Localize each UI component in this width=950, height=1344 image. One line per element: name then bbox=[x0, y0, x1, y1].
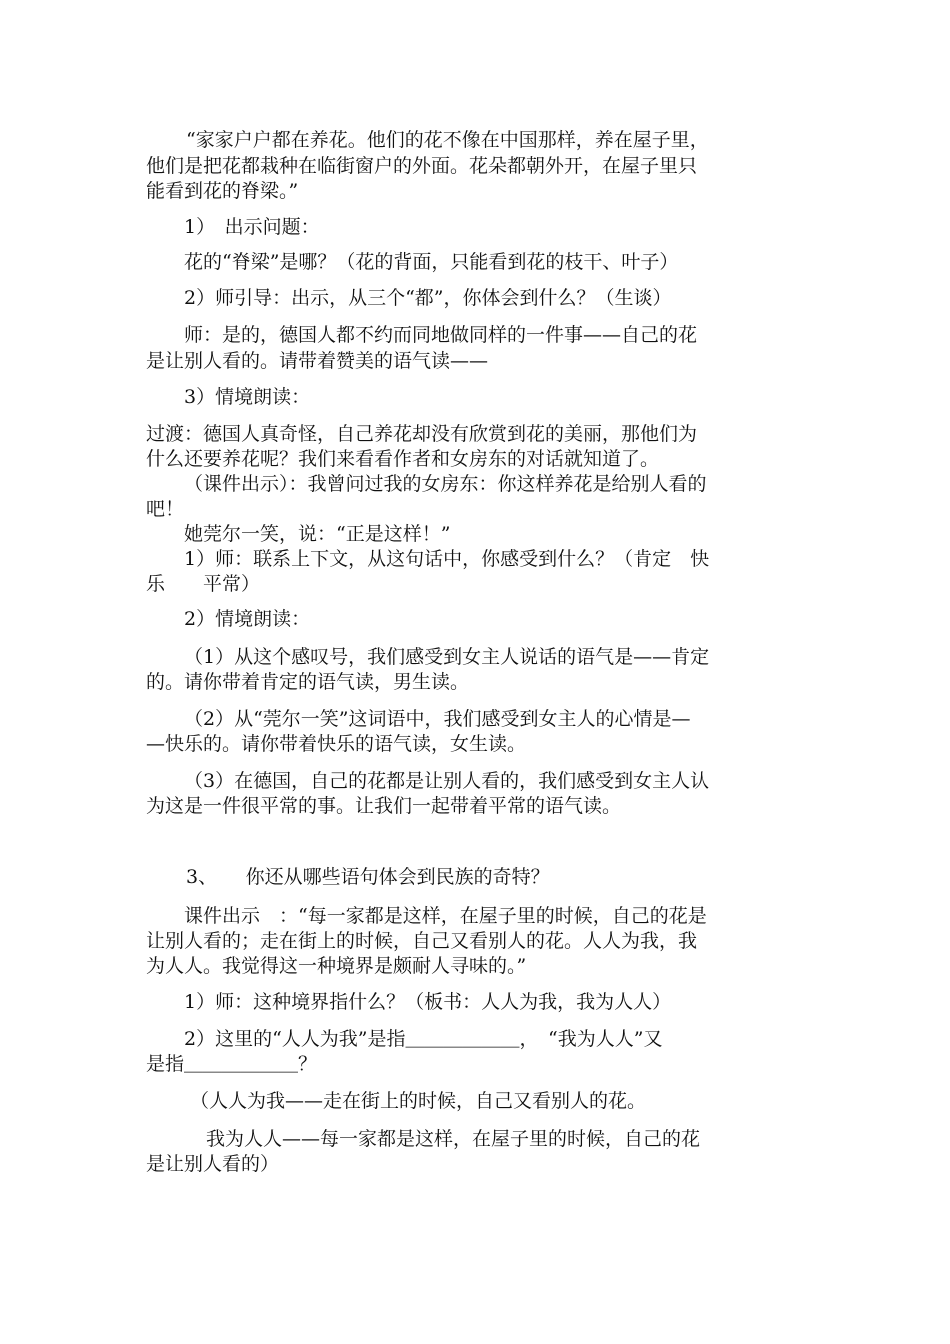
text-line: 他们是把花都栽种在临街窗户的外面。花朵都朝外开，在屋子里只 bbox=[146, 155, 698, 177]
text-line: 让别人看的；走在街上的时候，自己又看别人的花。人人为我，我 bbox=[146, 930, 698, 952]
text-line: 能看到花的脊梁。” bbox=[146, 180, 299, 202]
text-line: 2）师引导：出示，从三个“都”，你体会到什么？（生谈） bbox=[184, 287, 672, 309]
text-line: （课件出示）：我曾问过我的女房东：你这样养花是给别人看的 bbox=[184, 473, 707, 495]
text-line: 1）师：联系上下文，从这句话中，你感受到什么？（肯定 快 bbox=[184, 548, 710, 570]
text-line: 我为人人——每一家都是这样，在屋子里的时候，自己的花 bbox=[206, 1128, 701, 1150]
text-line: （2）从“莞尔一笑”这词语中，我们感受到女主人的心情是— bbox=[184, 708, 691, 730]
section-heading: 3、 你还从哪些语句体会到民族的奇特？ bbox=[186, 866, 550, 888]
text-line: 为人人。我觉得这一种境界是颇耐人寻味的。” bbox=[146, 955, 527, 977]
text-line: 吧！ bbox=[146, 498, 185, 520]
text-line: 1）师：这种境界指什么？（板书：人人为我，我为人人） bbox=[184, 991, 672, 1013]
text-line: 为这是一件很平常的事。让我们一起带着平常的语气读。 bbox=[146, 795, 622, 817]
text-line: 课件出示 ：“每一家都是这样，在屋子里的时候，自己的花是 bbox=[184, 905, 707, 927]
text-line: 花的“脊梁”是哪？（花的背面，只能看到花的枝干、叶子） bbox=[184, 251, 679, 273]
text-line: 她莞尔一笑，说：“正是这样！” bbox=[184, 523, 451, 545]
text-line: 2）情境朗读： bbox=[184, 608, 311, 630]
text-line: 什么还要养花呢？我们来看看作者和女房东的对话就知道了。 bbox=[146, 448, 660, 470]
text-line: 3）情境朗读： bbox=[184, 386, 311, 408]
text-line: 的。请你带着肯定的语气读，男生读。 bbox=[146, 671, 470, 693]
text-line: （人人为我——走在街上的时候，自己又看别人的花。 bbox=[190, 1090, 647, 1112]
text-line: （3）在德国，自己的花都是让别人看的，我们感受到女主人认 bbox=[184, 770, 710, 792]
text-line: 乐 平常） bbox=[146, 573, 261, 595]
text-line: 2）这里的“人人为我”是指＿＿＿＿＿＿， “我为人人”又 bbox=[184, 1028, 663, 1050]
text-line: 师：是的，德国人都不约而同地做同样的一件事——自己的花 bbox=[184, 324, 698, 346]
text-line: —快乐的。请你带着快乐的语气读，女生读。 bbox=[146, 733, 527, 755]
text-line: 1） 出示问题： bbox=[184, 216, 320, 238]
text-line: （1）从这个感叹号，我们感受到女主人说话的语气是——肯定 bbox=[184, 646, 710, 668]
text-line: 是指＿＿＿＿＿＿？ bbox=[146, 1053, 318, 1075]
text-line: 过渡：德国人真奇怪，自己养花却没有欣赏到花的美丽，那他们为 bbox=[146, 423, 698, 445]
text-line: “家家户户都在养花。他们的花不像在中国那样，养在屋子里， bbox=[186, 129, 709, 151]
text-line: 是让别人看的。请带着赞美的语气读—— bbox=[146, 350, 489, 372]
text-line: 是让别人看的） bbox=[146, 1153, 280, 1175]
